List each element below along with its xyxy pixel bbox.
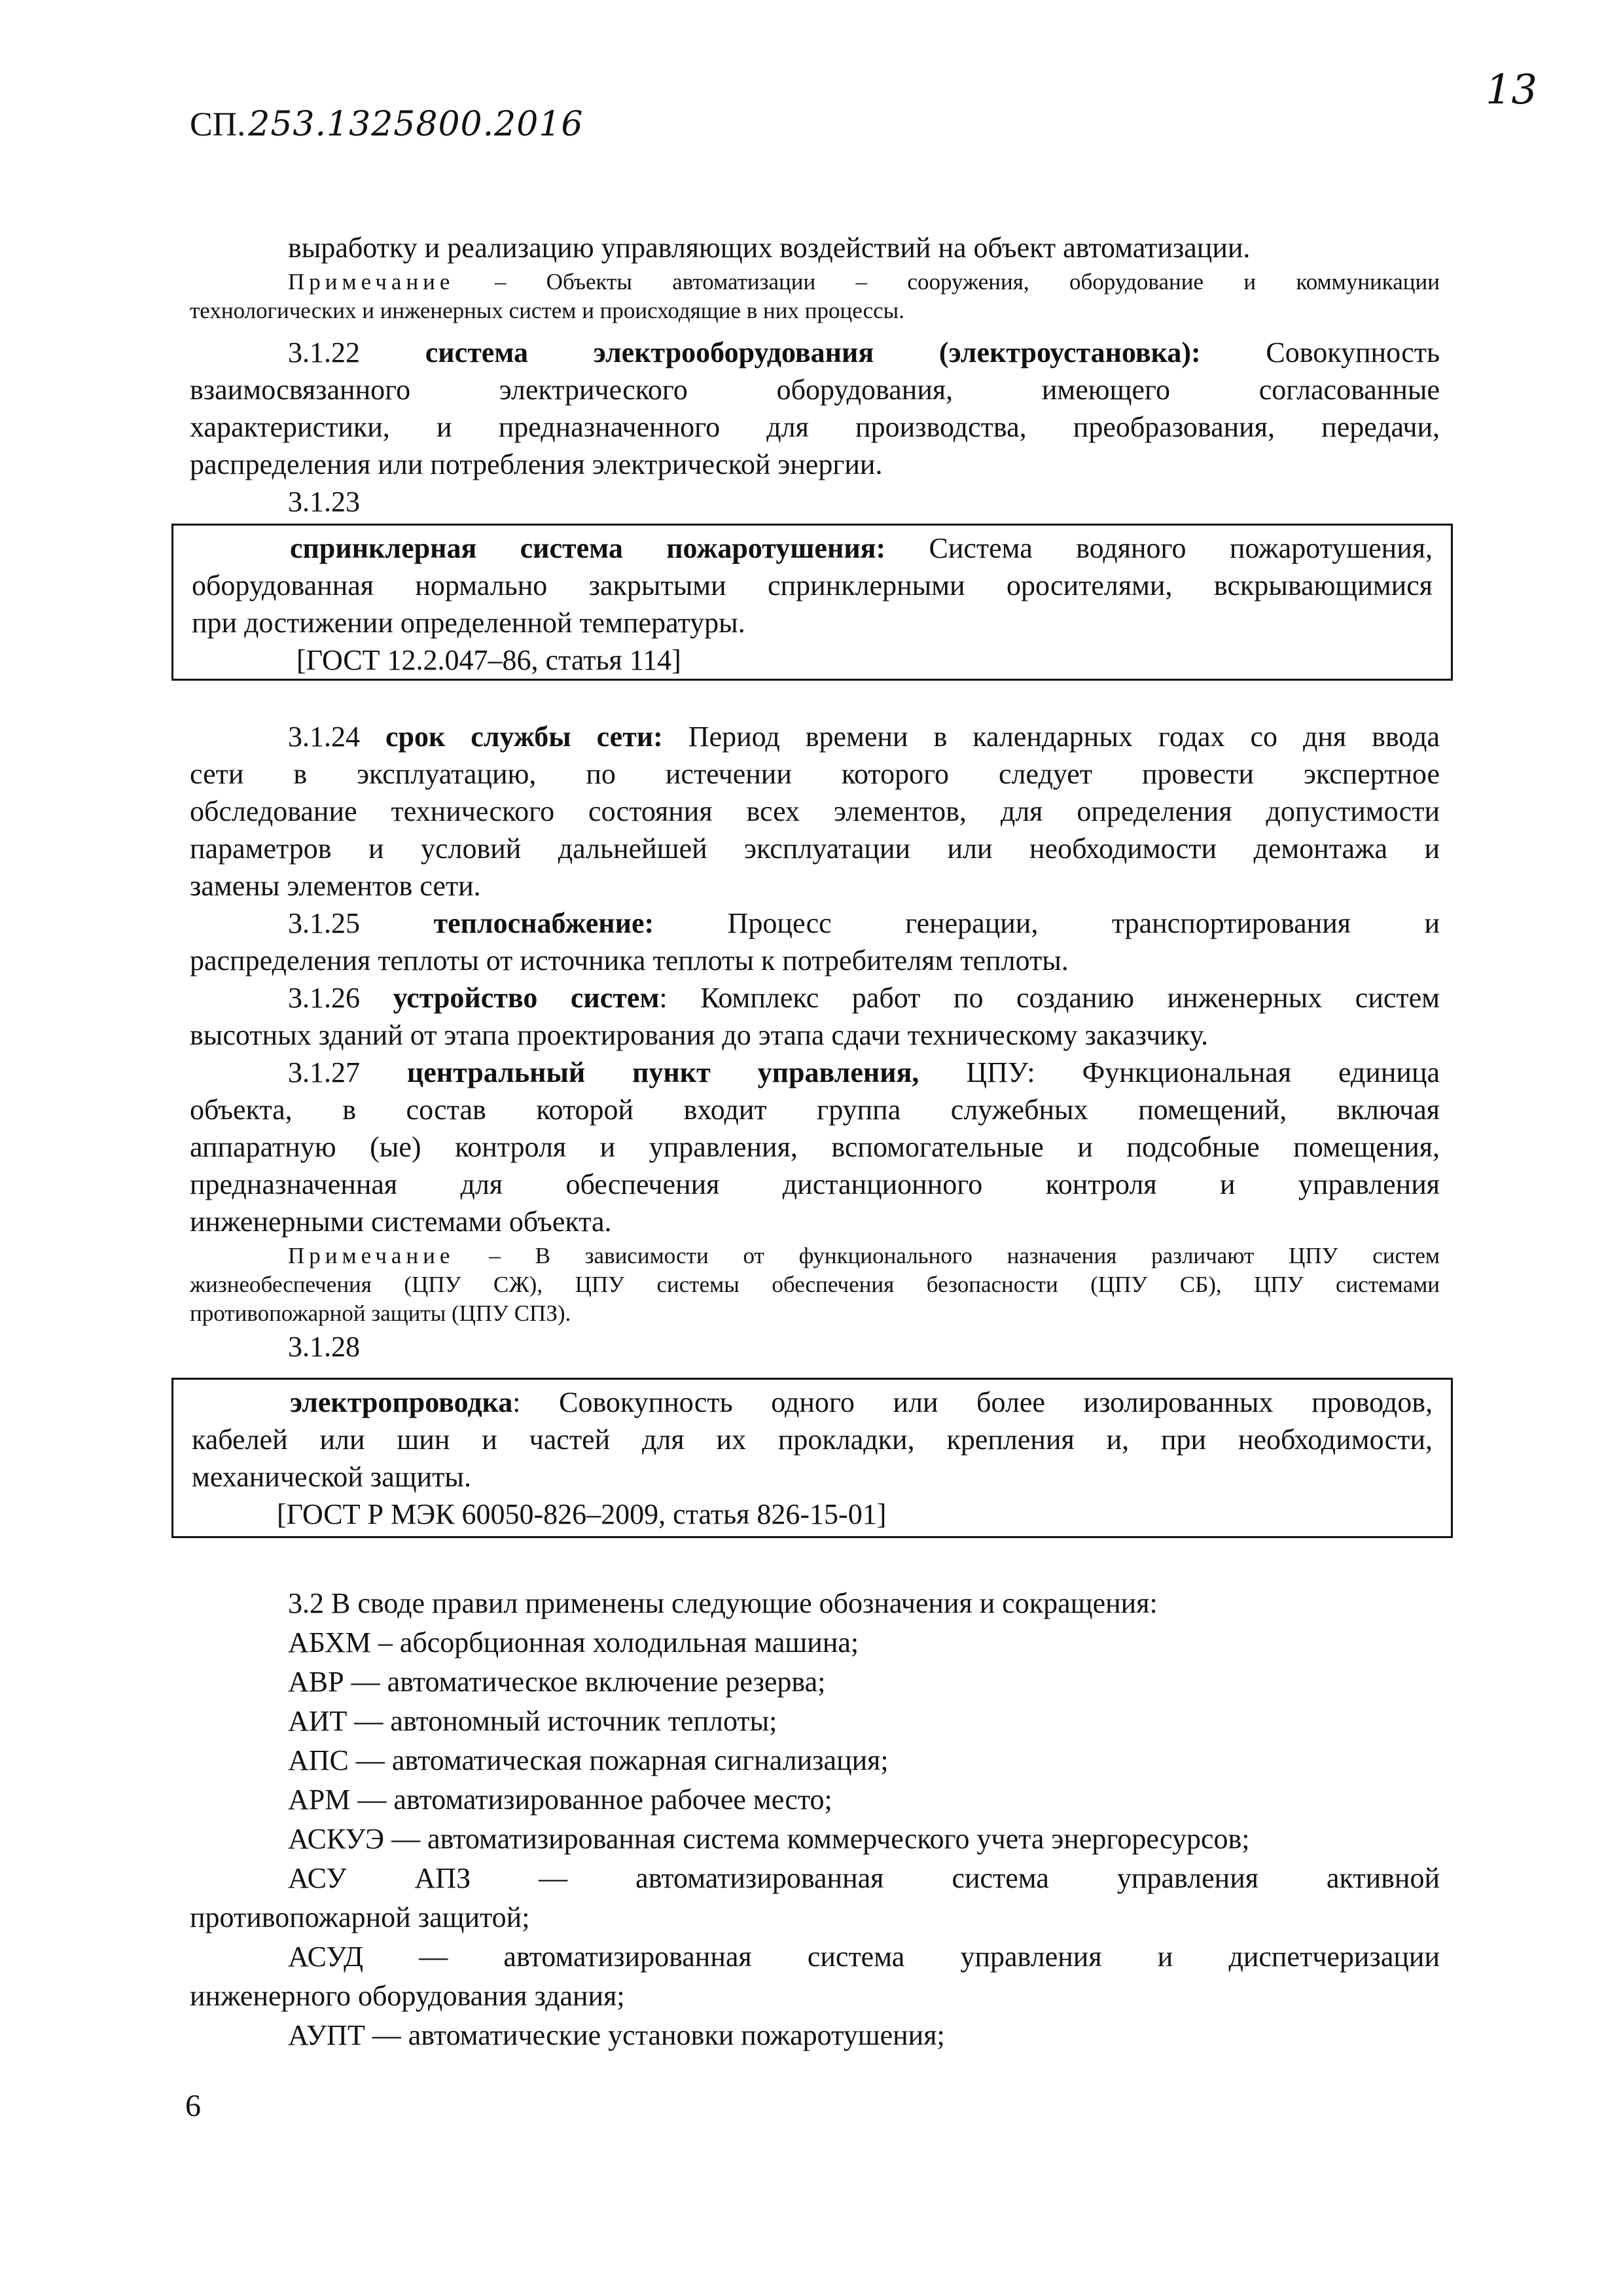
clause-number: 3.1.28 — [288, 1331, 360, 1363]
note-2 — [190, 1242, 1440, 1328]
definition-text: ЦПУ: Функциональная единица — [966, 1056, 1440, 1088]
abbreviation-item: АПС — автоматическая пожарная сигнализация; — [288, 1744, 889, 1776]
abbreviation-item: АУПТ — автоматические установки пожаротушения; — [288, 2019, 945, 2051]
note-1 — [190, 268, 1440, 325]
abbreviation-item-cont: инженерного оборудования здания; — [190, 1980, 625, 2012]
code-prefix: СП. — [190, 106, 246, 143]
definition-text: высотных зданий от этапа проектирования до этапа сдачи техническому заказчику. — [190, 1019, 1209, 1051]
definition-text: замены элементов сети. — [190, 870, 481, 902]
abbreviation-item: АИТ — автономный источник теплоты; — [288, 1705, 777, 1737]
boxed-definition-3-1-23 — [171, 524, 1453, 681]
source-reference: [ГОСТ Р МЭК 60050-826–2009, статья 826-15-01] — [277, 1498, 887, 1530]
definition-text: сети в эксплуатацию, по истечении которого следует провести экспертное — [190, 758, 1440, 790]
definition-text: распределения или потребления электрической энергии. — [190, 448, 883, 480]
clause-number: 3.1.22 — [288, 336, 360, 368]
term: срок службы сети: — [385, 721, 663, 753]
source-reference: [ГОСТ 12.2.047–86, статья 114] — [296, 644, 681, 676]
term: теплоснабжение: — [433, 907, 654, 939]
abbreviation-item: АСУ АПЗ — автоматизированная система управления активной — [288, 1862, 1440, 1894]
top-block — [190, 229, 1440, 325]
note-label: Примечание — [288, 1243, 455, 1268]
definition-text: оборудованная нормально закрытыми спринклерными оросителями, вскрывающимися — [192, 569, 1433, 601]
abbreviation-item-cont: противопожарной защитой; — [190, 1901, 530, 1933]
definition-text: Совокупность — [1266, 336, 1440, 368]
definition-text: характеристики, и предназначенного для производства, преобразования, передачи, — [190, 411, 1440, 443]
abbreviation-item: АСУД — автоматизированная система управления и диспетчеризации — [288, 1941, 1440, 1973]
definition-text: объекта, в состав которой входит группа служебных помещений, включая — [190, 1094, 1440, 1126]
abbreviations-section — [190, 1584, 1440, 2055]
note-text: – В зависимости от функционального назначения различают ЦПУ систем — [454, 1243, 1440, 1268]
definition-text: инженерными системами объекта. — [190, 1206, 612, 1238]
definition-text: : Совокупность одного или более изолированных проводов, — [512, 1386, 1433, 1418]
continuation-line: выработку и реализацию управляющих воздействий на объект автоматизации. — [288, 232, 1251, 264]
abbreviation-item: АСКУЭ — автоматизированная система коммерческого учета энергоресурсов; — [288, 1823, 1250, 1855]
definition-text: : Комплекс работ по созданию инженерных систем — [659, 982, 1440, 1014]
definition-text: распределения теплоты от источника теплоты к потребителям теплоты. — [190, 944, 1069, 977]
note-text-2: технологических и инженерных систем и происходящие в них процессы. — [190, 298, 904, 323]
handwritten-page-number: 13 — [1486, 65, 1537, 113]
term: центральный пункт управления, — [406, 1056, 919, 1088]
definition-text: Период времени в календарных годах со дня ввода — [688, 721, 1440, 753]
clause-number: 3.1.24 — [288, 721, 360, 753]
definition-text: аппаратную (ые) контроля и управления, вспомогательные и подсобные помещения, — [190, 1131, 1440, 1163]
note-label: Примечание — [288, 269, 455, 295]
definition-text: кабелей или шин и частей для их прокладки, крепления и, при необходимости, — [192, 1424, 1433, 1456]
note-text: – Объекты автоматизации – сооружения, оборудование и коммуникации — [454, 269, 1440, 295]
definition-text: при достижении определенной температуры. — [192, 607, 745, 639]
clause-number: 3.1.26 — [288, 982, 360, 1014]
note-text: жизнеобеспечения (ЦПУ СЖ), ЦПУ системы обеспечения безопасности (ЦПУ СБ), ЦПУ системами — [190, 1272, 1440, 1297]
clause-number: 3.1.23 — [288, 486, 360, 518]
boxed-definition-3-1-28 — [171, 1378, 1453, 1538]
definitions-3-1-24-to-27 — [190, 718, 1440, 1365]
clause-number: 3.1.25 — [288, 907, 360, 939]
term: спринклерная система пожаротушения: — [290, 532, 886, 564]
definition-text: предназначенная для обеспечения дистанционного контроля и управления — [190, 1168, 1440, 1200]
note-text: противопожарной защиты (ЦПУ СПЗ). — [190, 1300, 571, 1326]
section-heading: 3.2 В своде правил применены следующие обозначения и сокращения: — [288, 1587, 1158, 1619]
definition-text: механической защиты. — [192, 1461, 471, 1493]
page-number: 6 — [185, 2089, 201, 2123]
definition-text: обследование технического состояния всех элементов, для определения допустимости — [190, 795, 1440, 827]
term: устройство систем — [393, 982, 660, 1014]
definition-3-1-22 — [190, 334, 1440, 520]
definition-text: взаимосвязанного электрического оборудования, имеющего согласованные — [190, 374, 1440, 406]
abbreviation-list — [190, 1623, 1440, 1859]
abbreviation-item: АБХМ – абсорбционная холодильная машина; — [288, 1626, 859, 1659]
term: электропроводка — [290, 1386, 513, 1418]
handwritten-code: 253.1325800.2016 — [248, 105, 584, 144]
definition-text: Процесс генерации, транспортирования и — [727, 907, 1440, 939]
abbreviation-item: АРМ — автоматизированное рабочее место; — [288, 1784, 832, 1816]
definition-text: Система водяного пожаротушения, — [929, 532, 1433, 564]
definition-text: параметров и условий дальнейшей эксплуатации или необходимости демонтажа и — [190, 833, 1440, 865]
abbreviation-item: АВР — автоматическое включение резерва; — [288, 1666, 826, 1698]
document-code — [190, 105, 583, 144]
clause-number: 3.1.27 — [288, 1056, 360, 1088]
term: система электрооборудования (электроустановка): — [425, 336, 1201, 368]
